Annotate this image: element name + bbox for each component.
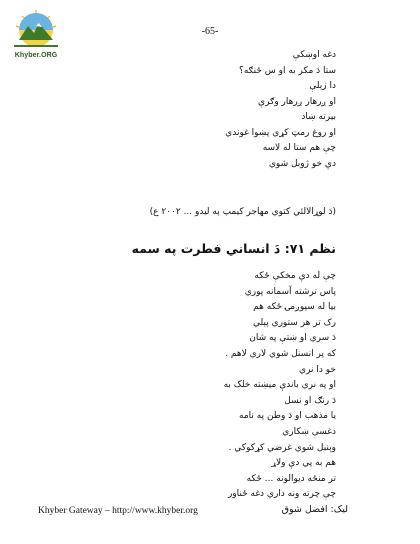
poem-line: بيا له سپوږمۍ ځکه هم	[253, 302, 336, 313]
poem-line: چې چرته ونه داري دغه ځناور	[227, 489, 336, 500]
poem-continuation	[36, 48, 336, 172]
poem-line: وېنبل شوي غرضي کړکوکي .	[228, 442, 336, 453]
poem-line: يا مذهب او دَ وطن په نامه	[239, 411, 336, 422]
poem-line: رک تر هر ستوري پېلي	[252, 317, 336, 328]
poem-line: پاس ترشته آسمانه پوري	[244, 286, 336, 297]
page-number: -65-	[201, 26, 219, 37]
footer-author: ليک: افضل شوق	[281, 504, 348, 515]
poem-line: او ږرهار ږرهار وګرې	[258, 96, 336, 107]
poem-line: ستا دَ مکر به او س ځنګه؟	[239, 65, 336, 76]
poem-line: تر منځه ديوالونه ... ځکه	[246, 473, 336, 484]
poem-line: دغسې ښکاري	[282, 426, 336, 437]
poem-line: او روغ رمټ کړي پښوا غوندي	[225, 127, 336, 138]
poem-line: خو دا نري	[299, 364, 336, 375]
poem-line: هم به پي دې ولاړ	[271, 458, 336, 469]
poem-line: که پر انسنل شوي لاري لاهم .	[225, 348, 336, 359]
poem-line: بيرته ښاد	[301, 112, 336, 122]
poem-line: دې خو ژوبل شوي	[268, 158, 336, 169]
footer-site-link[interactable]: Khyber Gateway – http://www.khyber.org	[38, 506, 198, 516]
logo-text: Khyber.ORG	[14, 52, 58, 59]
poem-line: چې له دې مخکې ځکه	[254, 271, 336, 281]
poem-title: نظم ۷۱: دَ انساني فطرت په سمه	[131, 241, 336, 256]
poem-line: دَ رنګ او نسل	[284, 395, 336, 406]
poem-body	[36, 269, 336, 503]
poem-line: دَ سري او ښتې په شان	[249, 333, 336, 344]
poem-line: دغه اوښکې	[292, 50, 336, 60]
poem-line: چې هم ستا له لاسه	[262, 143, 336, 153]
poem-line: دا زېلې	[309, 81, 336, 91]
source-note: (دَ لوړالالئي کتوي مهاجر کيمپ په ليدو ... ۲۰۰۲ ع)	[149, 207, 336, 217]
poem-line: او په نري باندې ميښته خلک به	[223, 380, 336, 391]
